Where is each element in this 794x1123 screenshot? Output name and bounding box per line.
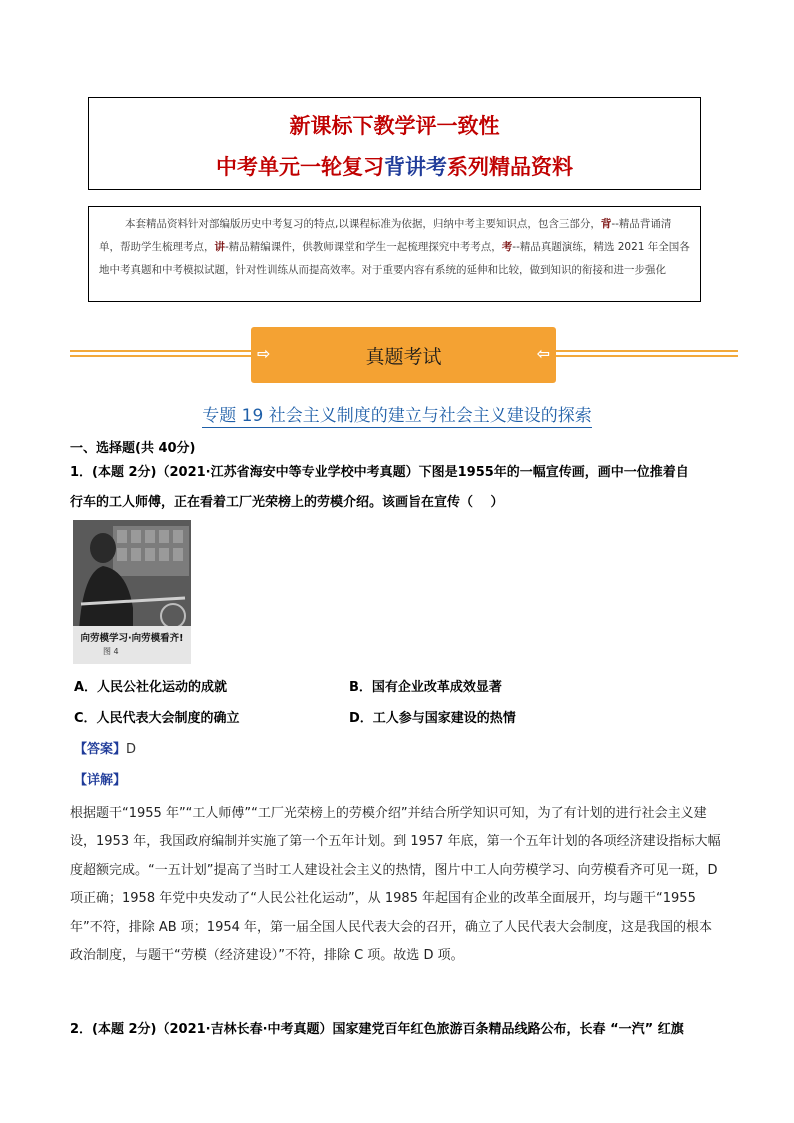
poster-caption: 向劳模学习·向劳模看齐! bbox=[80, 633, 184, 644]
propaganda-poster-image bbox=[73, 520, 191, 664]
title-box bbox=[88, 97, 701, 190]
detail-label: 【详解】 bbox=[74, 773, 127, 788]
banner-label: 真题考试 bbox=[365, 346, 442, 368]
option-d: D．工人参与国家建设的热情 bbox=[349, 711, 516, 726]
intro-box: 本套精品资料针对部编版历史中考复习的特点,以课程标准为依据，归纳中考主要知识点，包含三部分，背--精品背诵清单，帮助学生梳理考点，讲-精品精编课件，供教师课堂和学生一起梳理探究中考考点，考--精品真题演练，精选 2021 年全国各地中考真题和中考模拟试题，针对性训练从而提高效率。对于重要内容有系统的延伸和比较，做到知识的衔接和进一步强化 bbox=[88, 206, 701, 302]
question-1-line-2: 行车的工人师傅，正在看着工厂光荣榜上的劳模介绍。该画旨在宣传（ ） bbox=[70, 495, 504, 510]
answer-value: D bbox=[126, 742, 137, 757]
document-subtitle: 中考单元一轮复习背讲考系列精品资料 bbox=[216, 154, 573, 179]
question-1-line-1: 1．(本题 2分)（2021·江苏省海安中等专业学校中考真题）下图是1955年的一幅宣传画，画中一位推着自 bbox=[70, 465, 689, 480]
arrow-left-icon: ⇦ bbox=[536, 344, 550, 363]
option-a: A．人民公社化运动的成就 bbox=[74, 680, 228, 695]
explanation-paragraph: 根据题干“1955 年”“工人师傅”“工厂光荣榜上的劳模介绍”并结合所学知识可知，为了有计划的进行社会主义建设，1953 年，我国政府编制并实施了第一个五年计划。到 1957 年底，第一个五年计划的各项经济建设指标大幅度超额完成。“一五计划”提高了当时工人建设社会主义的热情，图片中工人向劳模学习、向劳模看齐可见一斑，D 项正确；1958 年党中央发动了“人民公社化运动”，从 1985 年起国有企业的改革全面展开，均与题干“1955 年”不符，排除 AB 项；1954 年，第一届全国人民代表大会的召开，确立了人民代表大会制度，这是我国的根本政治制度，与题干“劳模（经济建设）”不符，排除 C 项。故选 D 项。 bbox=[70, 806, 721, 964]
question-2-line-1: 2．(本题 2分)（2021·吉林长春·中考真题）国家建党百年红色旅游百条精品线路公布，长春 “一汽” 红旗 bbox=[70, 1022, 684, 1037]
figure-label: 图 4 bbox=[103, 647, 119, 656]
document-title: 新课标下教学评一致性 bbox=[289, 113, 500, 138]
answer-line: 【答案】D bbox=[74, 742, 137, 757]
section-heading: 一、选择题(共 40分) bbox=[70, 441, 196, 456]
topic-heading: 专题 19 社会主义制度的建立与社会主义建设的探索 bbox=[202, 406, 592, 426]
arrow-right-icon: ⇨ bbox=[257, 344, 271, 363]
option-b: B．国有企业改革成效显著 bbox=[349, 680, 502, 695]
option-c: C．人民代表大会制度的确立 bbox=[74, 711, 240, 726]
section-banner bbox=[251, 327, 556, 383]
